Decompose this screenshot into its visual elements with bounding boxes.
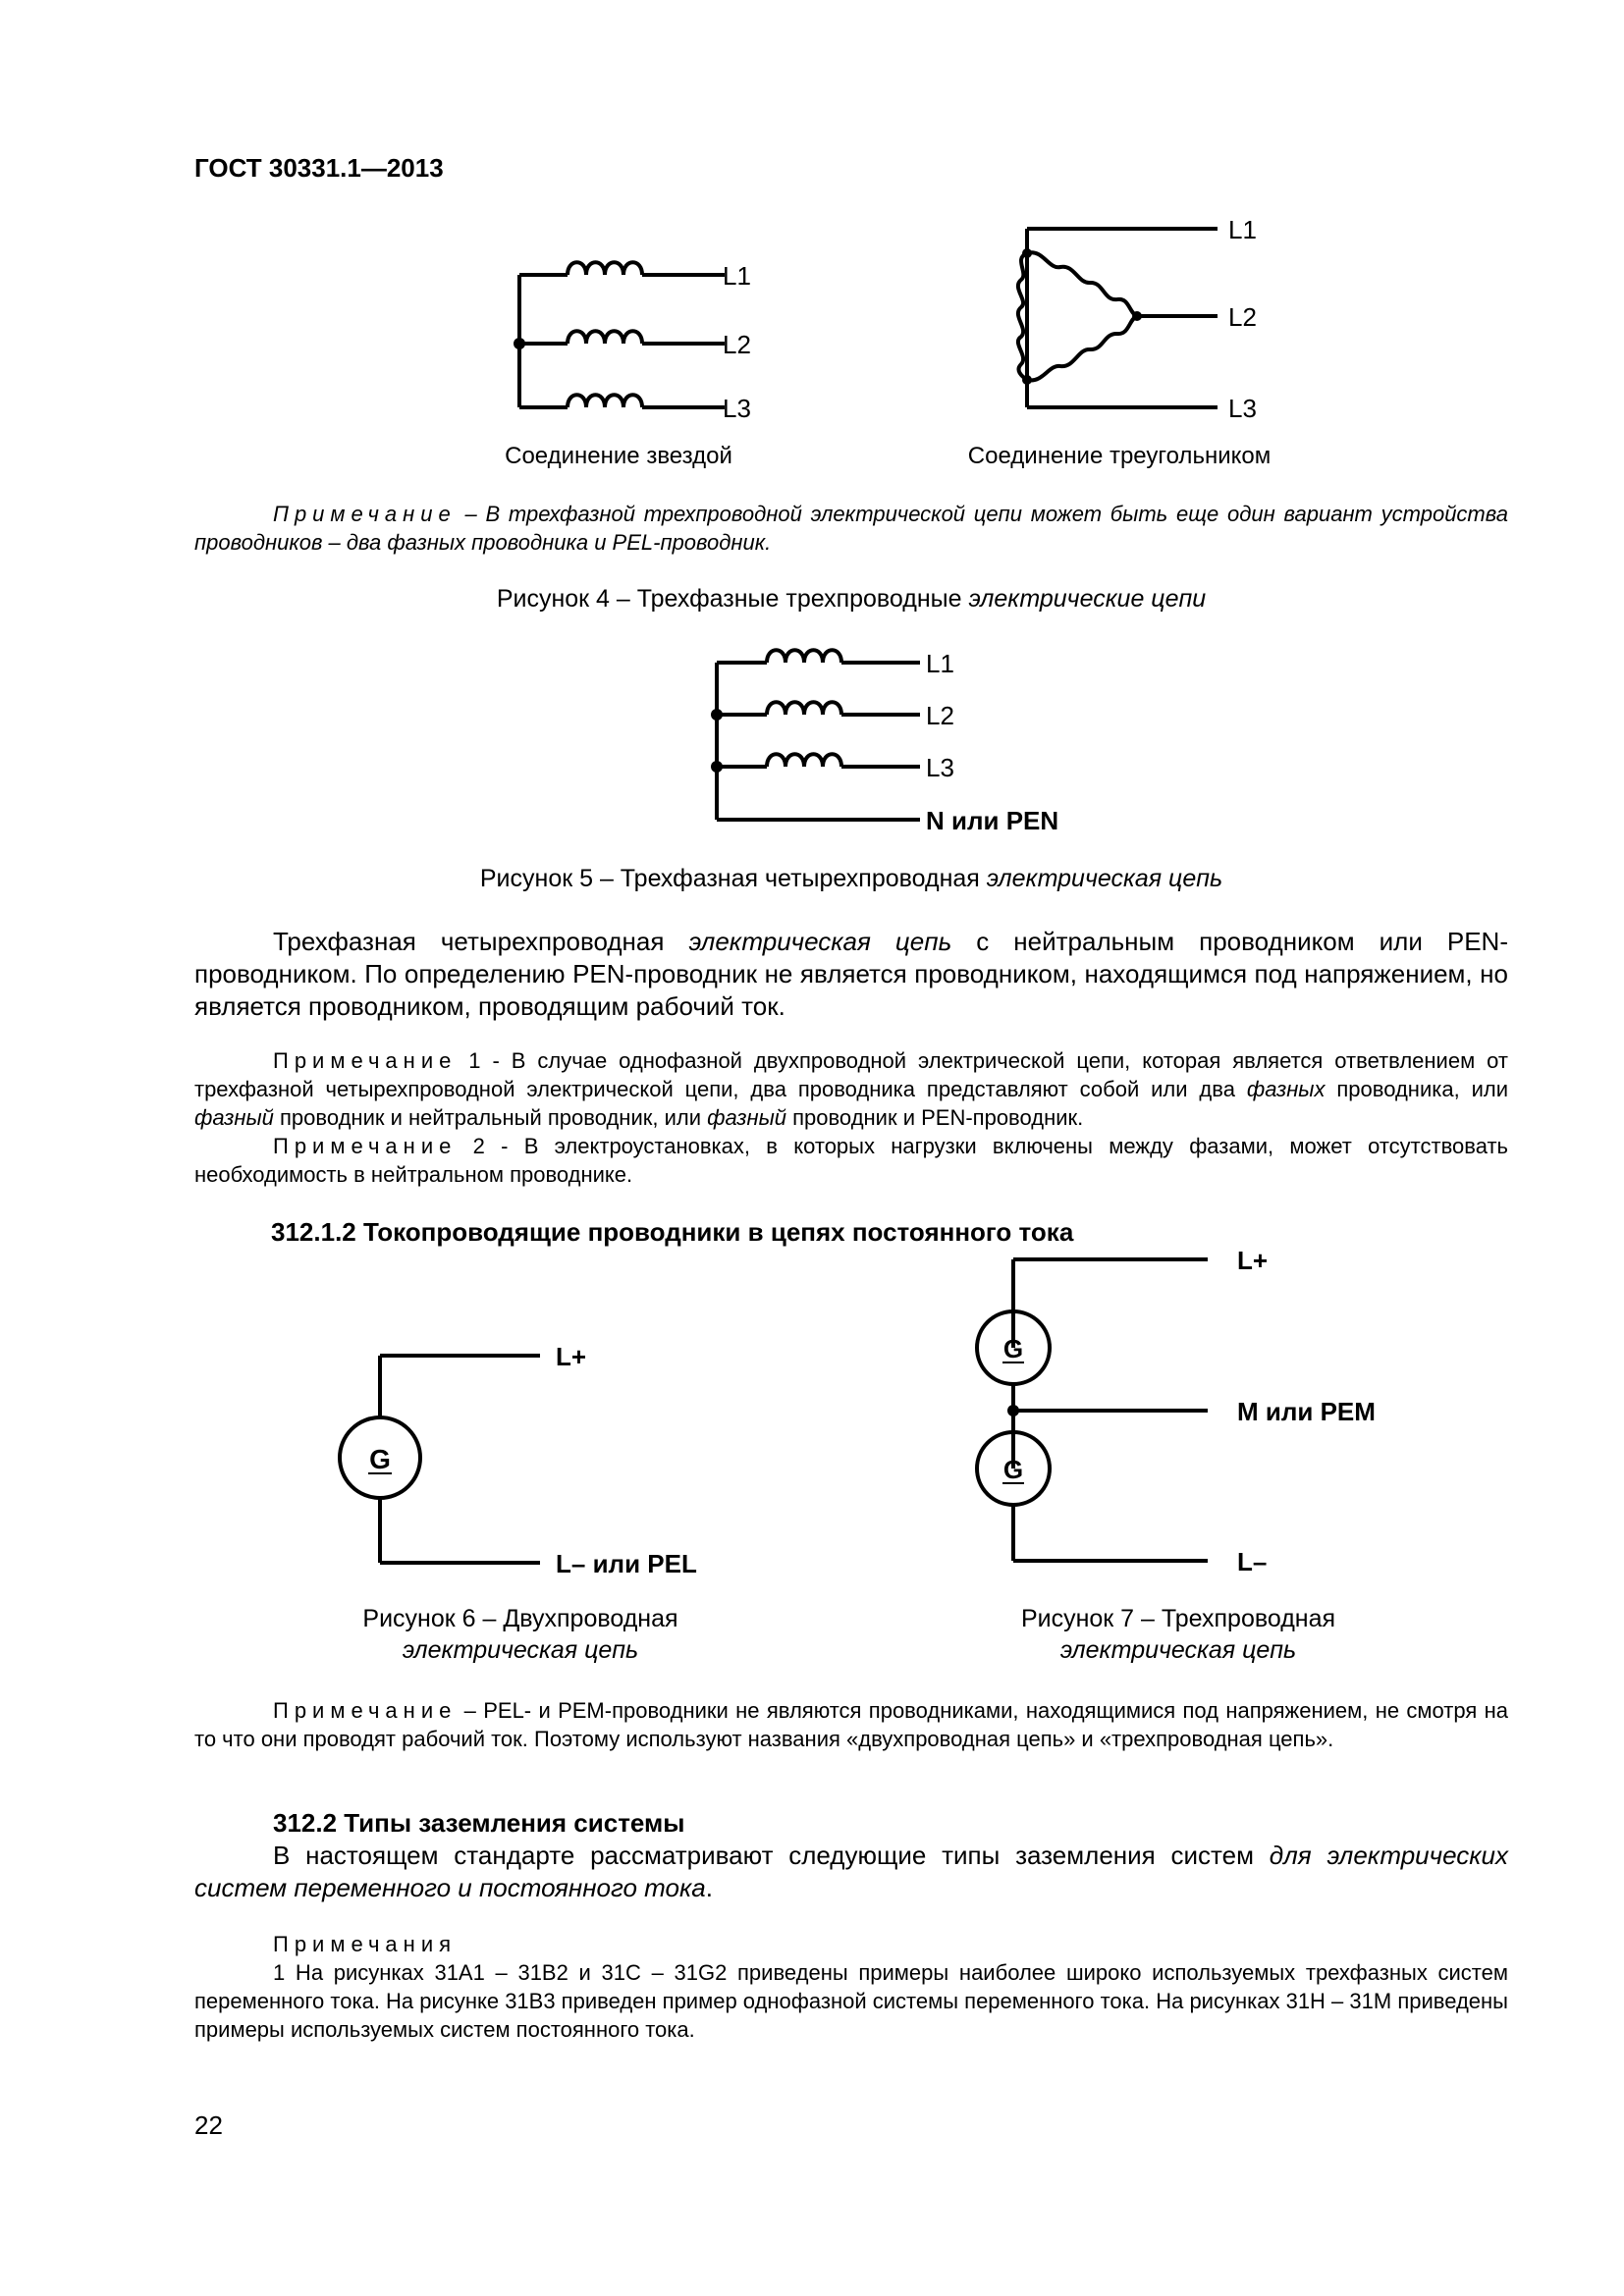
fig7-generator-top-letter: G <box>1002 1334 1024 1363</box>
section-312-2-italic: для электрических систем переменного и постоянного тока <box>194 1841 1508 1902</box>
delta-caption: Соединение треугольником <box>967 443 1272 469</box>
fig5-label-l3: L3 <box>926 753 954 782</box>
figure-6-caption-line2: электрическая цепь <box>402 1636 639 1664</box>
note-1-t2: проводника, или <box>1325 1077 1508 1101</box>
delta-node-right <box>1132 311 1142 321</box>
fig6-label-lminus: L– или PEL <box>556 1549 697 1578</box>
paragraph-pen-rest: с нейтральным проводником или PEN-проводником. По определению PEN-проводник не является проводником, находящимся под напряжением, но является проводником, проводящим рабочий ток. <box>194 927 1508 1021</box>
fig7-label-m: M или PEM <box>1237 1397 1376 1426</box>
page-number: 22 <box>194 2110 223 2140</box>
fig5-node-2 <box>711 761 723 773</box>
fig7-midpoint-dot <box>1007 1405 1019 1416</box>
delta-node-bottom <box>1022 375 1032 385</box>
notes-1-2 <box>194 1046 1508 1189</box>
note-fig4 <box>194 500 1508 557</box>
notes-block-item-1: 1 На рисунках 31A1 – 31B2 и 31C – 31G2 приведены примеры наиболее широко используемых трехфазных систем переменного тока. На рисунке 31B3 приведен пример однофазной системы переменного тока. На рисунках 31H – 31M приведены примеры используемых систем постоянного тока. <box>194 1960 1508 2042</box>
figure-5-caption <box>194 865 1508 893</box>
star-label-l2: L2 <box>723 330 751 359</box>
figure-7-caption-line1: Рисунок 7 – Трехпроводная <box>1020 1605 1336 1632</box>
figure-6-diagram <box>324 1335 736 1580</box>
note-dc <box>194 1696 1508 1753</box>
delta-node-top <box>1022 248 1032 258</box>
note-1-prefix: Примечание <box>273 1048 458 1073</box>
fig6-generator-letter: G <box>369 1444 391 1474</box>
figure-4-caption <box>194 585 1508 614</box>
figure-5-diagram <box>702 643 1114 839</box>
note-dc-prefix: Примечание <box>273 1698 458 1723</box>
fig7-generator-bottom-letter: G <box>1002 1455 1024 1484</box>
delta-label-l3: L3 <box>1228 394 1257 423</box>
delta-label-l2: L2 <box>1228 302 1257 332</box>
figure-7-diagram <box>962 1237 1414 1580</box>
star-node-dot <box>514 338 525 349</box>
section-312-1-2-heading: 312.1.2 Токопроводящие проводники в цепях постоянного тока <box>271 1217 1074 1247</box>
fig5-node-1 <box>711 709 723 721</box>
star-label-l1: L1 <box>723 261 751 291</box>
note-1-i1: фазных <box>1246 1077 1326 1101</box>
section-312-2-body <box>194 1840 1508 1904</box>
note-1-t1: В случае однофазной двухпроводной электрической цепи, которая является ответвлением от трехфазной четырехпроводной электрической цепи, два проводника представляют собой или два <box>194 1048 1508 1101</box>
figure-6-caption-line1: Рисунок 6 – Двухпроводная <box>362 1605 678 1632</box>
figure-4-caption-italic: электрические цепи <box>968 585 1207 613</box>
paragraph-pen-italic: электрическая цепь <box>688 927 952 956</box>
note-1 <box>194 1046 1508 1132</box>
note-1-i3: фазный <box>707 1105 786 1130</box>
document-header: ГОСТ 30331.1—2013 <box>194 153 444 183</box>
section-312-2-tail: . <box>705 1873 713 1902</box>
paragraph-pen-lead: Трехфазная четырехпроводная <box>273 927 689 956</box>
delta-label-l1: L1 <box>1228 215 1257 244</box>
note-2-prefix: Примечание <box>273 1134 458 1158</box>
note-dc-text: – PEL- и PEM-проводники не являются проводниками, находящимися под напряжением, не смотря на то что они проводят рабочий ток. Поэтому используют названия «двухпроводная цепь» и «трехпроводная цепь». <box>194 1698 1508 1751</box>
fig7-label-lplus: L+ <box>1237 1246 1269 1275</box>
figure-7-caption <box>982 1603 1375 1666</box>
fig5-label-l1: L1 <box>926 649 954 678</box>
note-2 <box>194 1132 1508 1189</box>
note-1-i2: фазный <box>194 1105 274 1130</box>
note-1-t4: проводник и PEN-проводник. <box>786 1105 1084 1130</box>
figure-7-caption-line2: электрическая цепь <box>1059 1636 1297 1664</box>
section-312-2-lead: В настоящем стандарте рассматривают следующие типы заземления систем <box>273 1841 1270 1870</box>
fig5-label-l2: L2 <box>926 701 954 730</box>
note-1-number: 1 - <box>457 1048 512 1073</box>
star-label-l3: L3 <box>723 394 751 423</box>
note-2-text: В электроустановках, в которых нагрузки включены между фазами, может отсутствовать необходимость в нейтральном проводнике. <box>194 1134 1508 1187</box>
star-connection-diagram <box>491 250 785 427</box>
notes-block-heading: Примечания <box>273 1932 458 1956</box>
figure-4-caption-prefix: Рисунок 4 – Трехфазные трехпроводные <box>496 585 969 613</box>
section-312-2-heading: 312.2 Типы заземления системы <box>273 1808 685 1838</box>
fig5-label-n: N или PEN <box>926 806 1059 835</box>
delta-connection-diagram <box>992 211 1316 427</box>
paragraph-pen <box>194 926 1508 1023</box>
note-fig4-prefix: Примечание <box>273 502 457 526</box>
note-2-number: 2 - <box>457 1134 524 1158</box>
figure-5-caption-prefix: Рисунок 5 – Трехфазная четырехпроводная <box>479 865 987 892</box>
fig7-label-lminus: L– <box>1237 1547 1268 1576</box>
figure-5-caption-italic: электрическая цепь <box>986 865 1223 892</box>
fig6-label-lplus: L+ <box>556 1342 587 1371</box>
star-caption: Соединение звездой <box>505 443 732 469</box>
figure-6-caption <box>324 1603 717 1666</box>
note-fig4-text: – В трехфазной трехпроводной электрической цепи может быть еще один вариант устройства проводников – два фазных проводника и PEL-проводник. <box>194 502 1508 555</box>
note-1-t3: проводник и нейтральный проводник, или <box>273 1105 708 1130</box>
notes-block <box>194 1930 1508 2044</box>
section-312-2 <box>194 1807 1508 1904</box>
